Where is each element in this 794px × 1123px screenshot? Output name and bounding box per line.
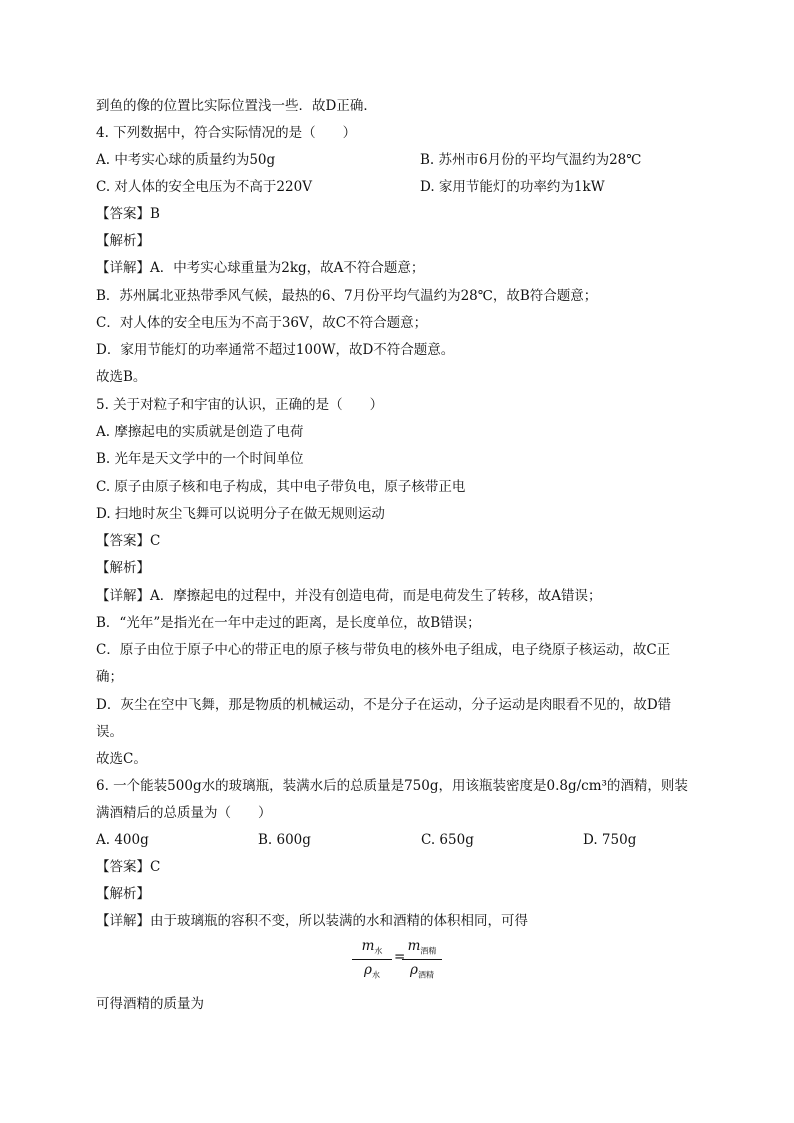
detail-5-line: B．“光年”是指光在一年中走过的距离，是长度单位，故B错误； [96,615,481,631]
option-4d: D. 家用节能灯的功率约为1kW [420,179,605,195]
conclusion-4: 故选B。 [96,369,147,385]
fraction-water: $m_水$ $\rho_水$ [352,938,392,980]
option-4a: A. 中考实心球的质量约为50g [96,152,276,168]
detail-5-line: D．灰尘在空中飞舞，那是物质的机械运动，不是分子在运动，分子运动是肉眼看不见的，故D错 [96,697,672,713]
option-5b: B. 光年是天文学中的一个时间单位 [96,451,304,467]
detail-6-line: 【详解】由于玻璃瓶的容积不变，所以装满的水和酒精的体积相同，可得 [96,913,528,929]
option-5a: A. 摩擦起电的实质就是创造了电荷 [96,424,304,440]
conclusion-5: 故选C。 [96,751,147,767]
equals-sign: = [394,949,406,965]
density-equation [352,938,442,986]
option-5d: D. 扫地时灰尘飞舞可以说明分子在做无规则运动 [96,506,385,522]
detail-5-line: 【详解】A．摩擦起电的过程中，并没有创造电荷，而是电荷发生了转移，故A错误； [96,588,602,604]
text-line: 到鱼的像的位置比实际位置浅一些．故D正确． [96,98,377,114]
analysis-6-label: 【解析】 [96,886,150,902]
detail-4-line: C．对人体的安全电压为不高于36V，故C不符合题意； [96,315,428,331]
analysis-5-label: 【解析】 [96,560,150,576]
option-6a: A. 400g [96,832,149,848]
detail-5-line: 误。 [96,724,123,740]
detail-4-line: 【详解】A．中考实心球重量为2kg，故A不符合题意； [96,260,425,276]
question-4: 4. 下列数据中，符合实际情况的是（ ） [96,125,357,141]
answer-4: 【答案】B [96,206,160,222]
answer-6: 【答案】C [96,859,161,875]
detail-4-line: D．家用节能灯的功率通常不超过100W，故D不符合题意。 [96,342,455,358]
detail-5-line: C．原子由位于原子中心的带正电的原子核与带负电的核外电子组成，电子绕原子核运动，故C正 [96,642,671,658]
option-6c: C. 650g [421,832,474,848]
fraction-alcohol: $m_{酒精}$ $\rho_{酒精}$ [402,938,442,980]
question-5: 5. 关于对粒子和宇宙的认识，正确的是（ ） [96,397,384,413]
option-4b: B. 苏州市6月份的平均气温约为28℃ [420,152,642,168]
option-6d: D. 750g [583,832,637,848]
option-6b: B. 600g [258,832,311,848]
question-6-cont: 满酒精后的总质量为（ ） [96,805,272,821]
detail-5-line: 确； [96,669,123,685]
option-4c: C. 对人体的安全电压为不高于220V [96,179,312,195]
option-5c: C. 原子由原子核和电子构成，其中电子带负电，原子核带正电 [96,479,466,495]
detail-4-line: B．苏州属北亚热带季风气候，最热的6、7月份平均气温约为28℃，故B符合题意； [96,288,598,304]
analysis-4-label: 【解析】 [96,233,150,249]
text-line: 可得酒精的质量为 [96,996,204,1012]
question-6: 6. 一个能装500g水的玻璃瓶，装满水后的总质量是750g，用该瓶装密度是0.8g/cm³的酒精，则装 [96,778,688,794]
answer-5: 【答案】C [96,533,161,549]
